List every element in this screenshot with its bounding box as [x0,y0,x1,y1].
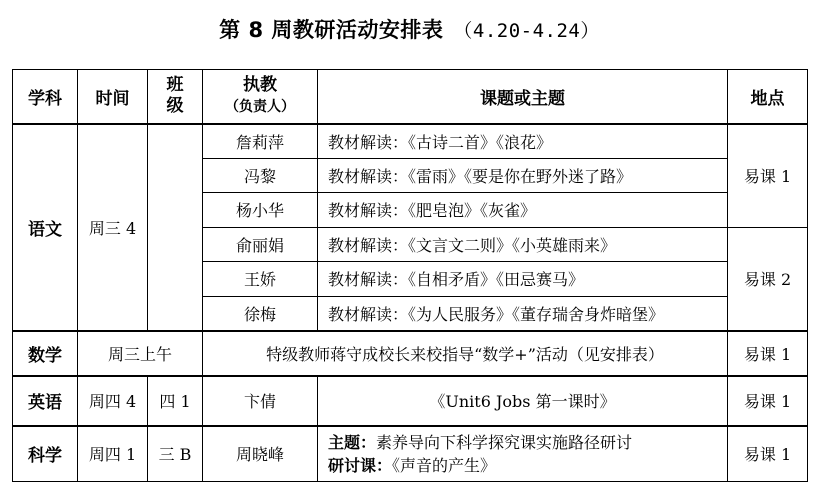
topic-cell: 教材解读：《肥皂泡》《灰雀》 [318,193,728,228]
teacher-english: 卞倩 [203,376,318,426]
subject-chinese: 语文 [13,124,78,331]
teacher-cell: 杨小华 [203,193,318,228]
topic-cell: 教材解读：《雷雨》《要是你在野外迷了路》 [318,158,728,193]
subject-science: 科学 [13,426,78,482]
table-row-science [13,426,808,482]
location-science: 易课 1 [728,426,808,482]
subject-math: 数学 [13,331,78,376]
subject-english: 英语 [13,376,78,426]
location-chinese-1: 易课 1 [728,124,808,228]
class-english: 四 1 [148,376,203,426]
teacher-cell: 詹莉萍 [203,124,318,159]
header-teacher-sub: （负责人） [225,99,295,116]
class-chinese [148,124,203,331]
time-science: 周四 1 [78,426,148,482]
header-time: 时间 [78,70,148,124]
header-location: 地点 [728,70,808,124]
location-english: 易课 1 [728,376,808,426]
location-chinese-2: 易课 2 [728,227,808,331]
lesson-text: 《声音的产生》 [392,455,497,475]
topic-math: 特级教师蒋守成校长来校指导“数学+”活动（见安排表） [203,331,728,376]
table-row-math [13,331,808,376]
topic-science [318,426,728,482]
teacher-cell: 冯黎 [203,158,318,193]
header-teacher-label: 执教 [243,75,277,95]
class-science: 三 B [148,426,203,482]
teacher-cell: 王娇 [203,262,318,297]
title-main: 第 8 周教研活动安排表 [219,18,444,42]
topic-label: 主题： [328,432,377,452]
topic-cell: 教材解读：《为人民服务》《董存瑞舍身炸暗堡》 [318,296,728,331]
header-subject: 学科 [13,70,78,124]
header-class: 班级 [148,70,203,124]
topic-cell: 教材解读：《文言文二则》《小英雄雨来》 [318,227,728,262]
topic-english: 《Unit6 Jobs 第一课时》 [318,376,728,426]
header-topic: 课题或主题 [318,70,728,124]
time-math: 周三上午 [78,331,203,376]
schedule-table [12,69,808,482]
topic-cell: 教材解读：《自相矛盾》《田忌赛马》 [318,262,728,297]
header-teacher [203,70,318,124]
topic-cell: 教材解读：《古诗二首》《浪花》 [318,124,728,159]
title-date-range: （4.20-4.24） [453,20,600,42]
page-title [0,14,819,44]
topic-text: 素养导向下科学探究课实施路径研讨 [376,432,633,452]
teacher-science: 周晓峰 [203,426,318,482]
header-row [13,70,808,124]
table-row-english [13,376,808,426]
location-math: 易课 1 [728,331,808,376]
time-english: 周四 4 [78,376,148,426]
lesson-label: 研讨课： [328,455,393,475]
teacher-cell: 徐梅 [203,296,318,331]
time-chinese: 周三 4 [78,124,148,331]
table-row [13,124,808,159]
teacher-cell: 俞丽娟 [203,227,318,262]
